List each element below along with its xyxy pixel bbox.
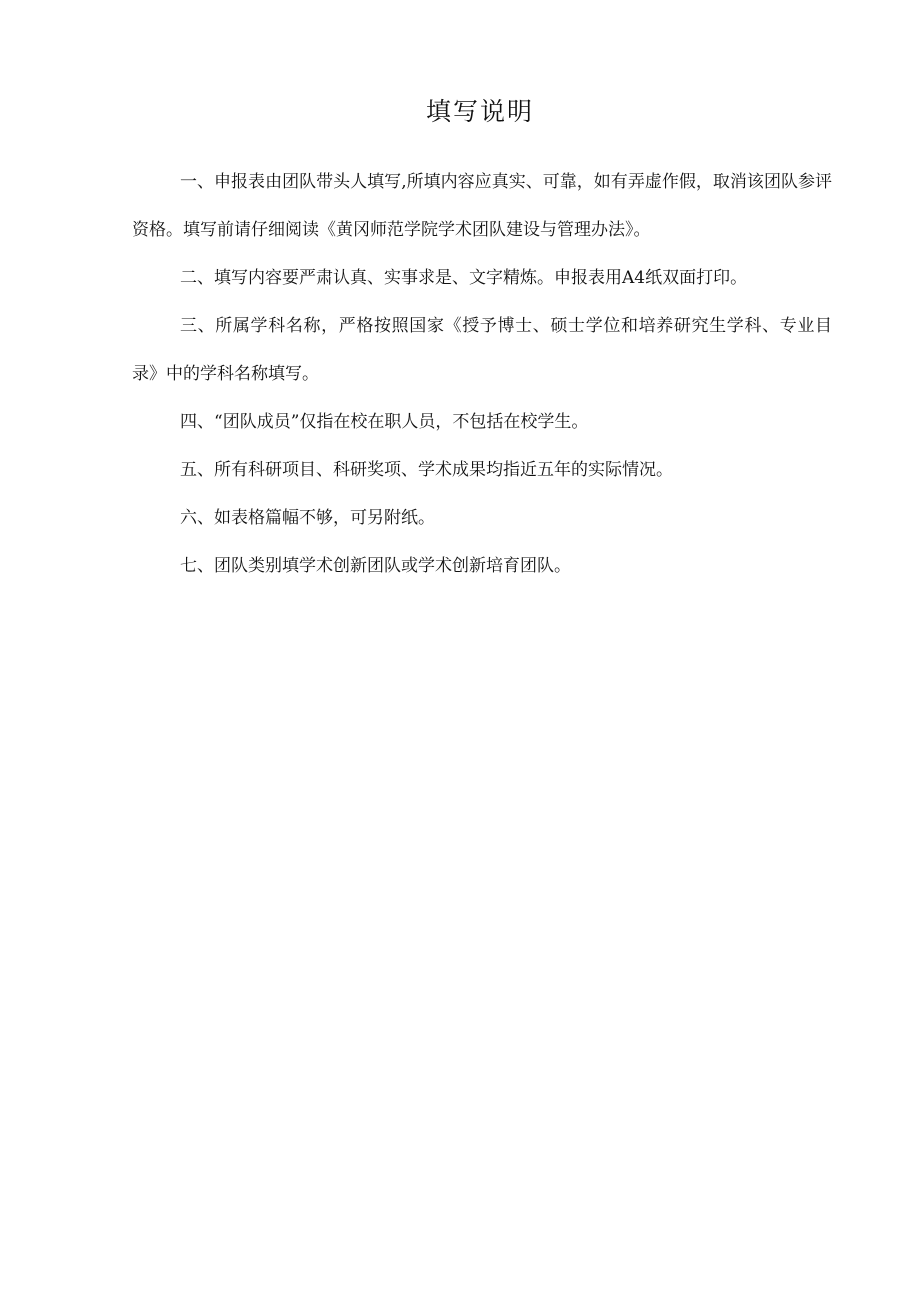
- instruction-item-6: 六、如表格篇幅不够，可另附纸。: [180, 508, 435, 528]
- instruction-item-4: 四、“团队成员”仅指在校在职人员，不包括在校学生。: [180, 412, 589, 432]
- document-title: 填写说明: [425, 97, 534, 126]
- instruction-item-1: 一、申报表由团队带头人填写,所填内容应真实、可靠，如有弄虚作假，取消该团队参评资格。填写前请仔细阅读《黄冈师范学院学术团队建设与管理办法》。: [132, 172, 832, 240]
- instruction-list: [132, 158, 832, 590]
- instruction-item-5: 五、所有科研项目、科研奖项、学术成果均指近五年的实际情况。: [180, 460, 673, 480]
- instruction-item-3: 三、所属学科名称，严格按照国家《授予博士、硕士学位和培养研究生学科、专业目录》中的学科名称填写。: [132, 316, 832, 384]
- instruction-item-2: 二、填写内容要严肃认真、实事求是、文字精炼。申报表用A4纸双面打印。: [180, 268, 748, 288]
- instruction-item-7: 七、团队类别填学术创新团队或学术创新培育团队。: [180, 556, 571, 576]
